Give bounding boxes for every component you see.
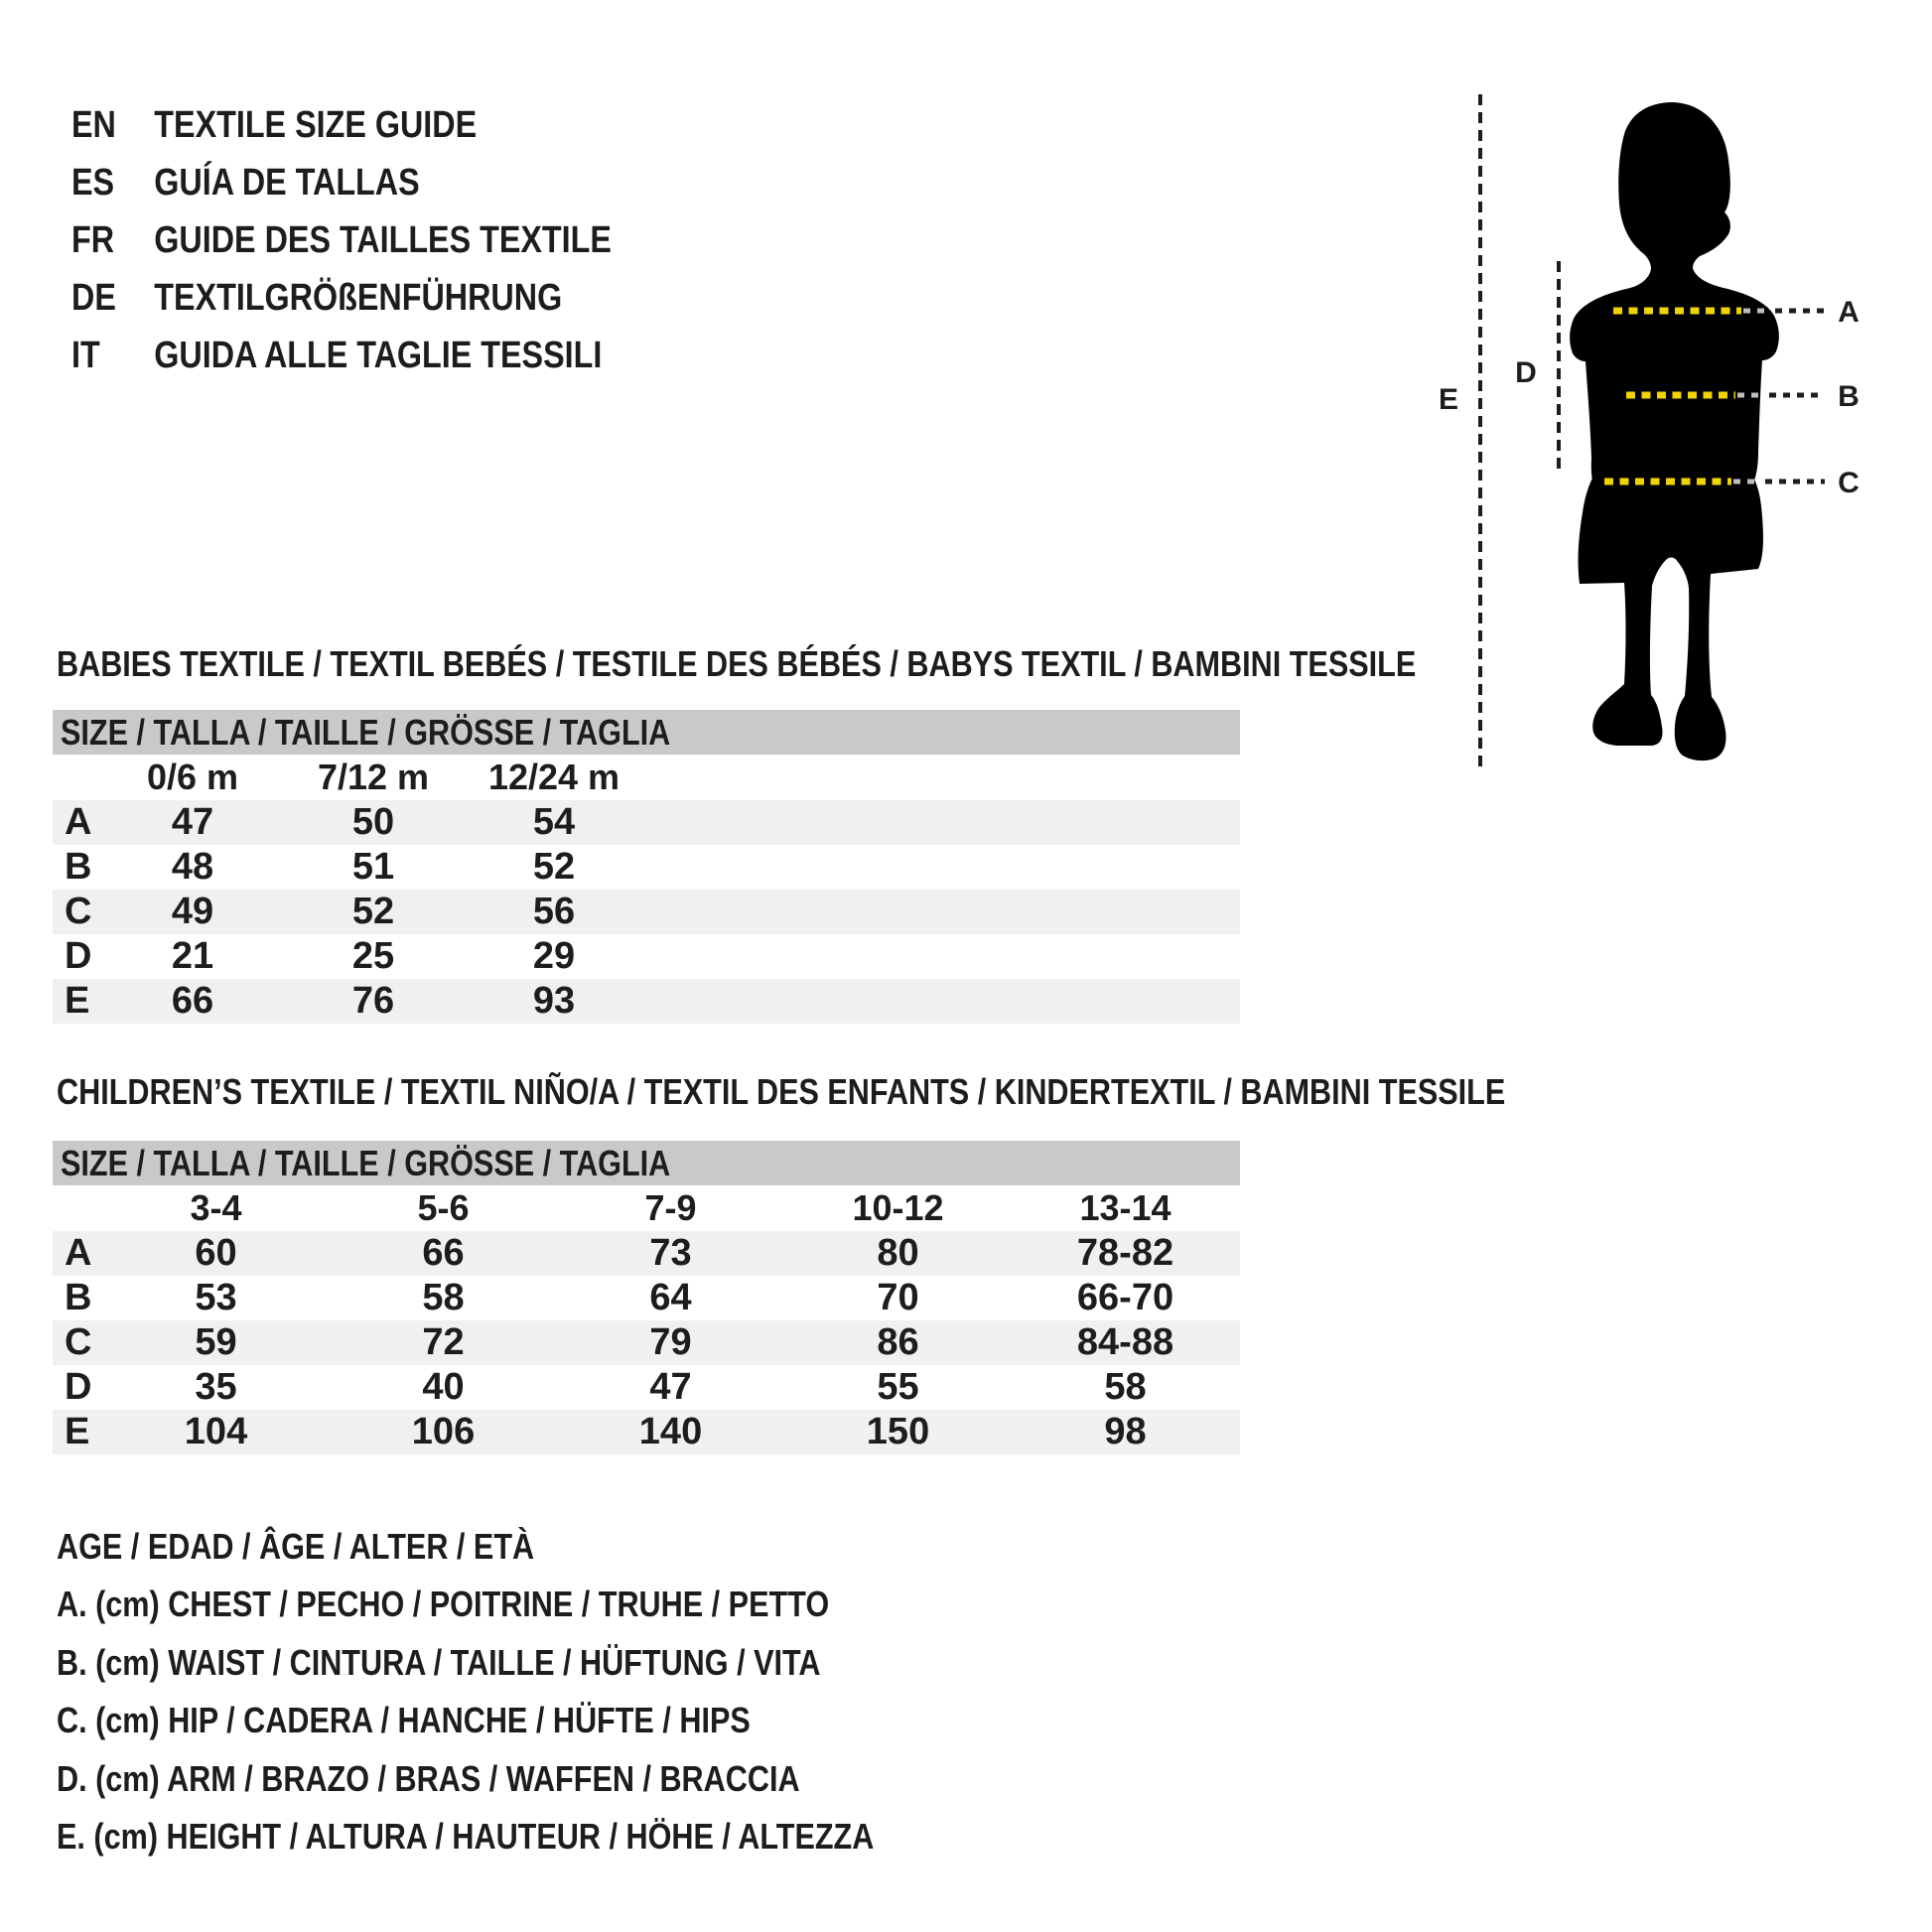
table-row [53,934,1240,979]
table-cell: 52 [351,891,395,932]
language-list [71,96,707,384]
row-label: A [65,801,92,843]
table-cell: 25 [351,935,395,977]
table-cell: 93 [532,980,576,1022]
babies-col-header: 7/12 m [317,757,430,797]
table-cell: 50 [351,801,395,843]
table-cell: 29 [532,935,576,977]
table-row [53,845,1240,890]
table-cell: 78-82 [1076,1232,1174,1274]
table-cell: 53 [195,1277,237,1318]
table-cell: 52 [532,846,576,888]
table-cell: 56 [532,891,576,932]
row-label: B [65,1277,92,1318]
language-title: GUÍA DE TALLAS [154,161,420,204]
babies-section-title: BABIES TEXTILE / TEXTIL BEBÉS / TESTILE DES BÉBÉS / BABYS TEXTIL / BAMBINI TESSILE [57,643,1417,684]
table-row [53,1320,1240,1365]
table-cell: 66 [422,1232,465,1274]
row-label: C [65,1321,92,1363]
children-col-header: 10-12 [852,1187,944,1228]
language-code: IT [71,334,100,376]
table-row [53,1365,1240,1410]
table-cell: 60 [195,1232,237,1274]
table-cell: 51 [351,846,395,888]
language-title: TEXTILGRÖßENFÜHRUNG [154,276,563,319]
row-label: A [65,1232,92,1274]
table-cell: 21 [171,935,214,977]
children-col-header: 3-4 [190,1187,242,1228]
hip-label: C [1838,467,1860,499]
language-row-it [71,327,707,384]
table-cell: 73 [649,1232,692,1274]
table-cell: 140 [638,1411,703,1452]
language-row-de [71,269,707,327]
row-label: D [65,1366,92,1408]
legend-age-line: AGE / EDAD / ÂGE / ALTER / ETÀ [57,1526,535,1567]
language-code: EN [71,103,116,146]
table-row [53,1276,1240,1320]
table-cell: 104 [184,1411,248,1452]
table-row [53,800,1240,845]
language-row-en [71,96,707,154]
row-label: B [65,846,92,888]
language-code: ES [71,161,115,204]
table-cell: 55 [877,1366,919,1408]
language-row-fr [71,211,707,269]
table-row [53,890,1240,934]
table-row [53,1410,1240,1454]
table-cell: 76 [351,980,395,1022]
row-label: E [65,1411,90,1452]
table-cell: 58 [1104,1366,1147,1408]
children-size-table [53,1141,1240,1454]
table-cell: 106 [411,1411,476,1452]
table-cell: 98 [1104,1411,1147,1452]
table-cell: 49 [171,891,214,932]
table-cell: 59 [195,1321,237,1363]
legend-hip-line: C. (cm) HIP / CADERA / HANCHE / HÜFTE / HIPS [57,1700,751,1740]
table-cell: 80 [877,1232,919,1274]
table-cell: 72 [422,1321,465,1363]
language-code: FR [71,218,115,261]
table-cell: 48 [171,846,214,888]
table-cell: 40 [422,1366,465,1408]
row-label: E [65,980,90,1022]
legend-waist-line: B. (cm) WAIST / CINTURA / TAILLE / HÜFTUNG / VITA [57,1642,821,1683]
babies-table-header-bar: SIZE / TALLA / TAILLE / GRÖSSE / TAGLIA [53,710,1240,755]
table-cell: 150 [866,1411,930,1452]
table-row [53,1231,1240,1276]
table-cell: 66 [171,980,214,1022]
babies-table-column-headers [53,755,1240,800]
children-col-header: 7-9 [644,1187,697,1228]
language-row-es [71,154,707,211]
children-col-header: 13-14 [1079,1187,1172,1228]
table-cell: 66-70 [1076,1277,1174,1318]
table-cell: 58 [422,1277,465,1318]
table-cell: 54 [532,801,576,843]
language-title: GUIDE DES TAILLES TEXTILE [154,218,612,261]
legend-chest-line: A. (cm) CHEST / PECHO / POITRINE / TRUHE / PETTO [57,1584,830,1624]
height-label: E [1438,383,1459,416]
children-table-column-headers [53,1185,1240,1231]
language-title: GUIDA ALLE TAGLIE TESSILI [154,334,603,376]
table-cell: 86 [877,1321,919,1363]
waist-label: B [1838,380,1860,413]
table-cell: 79 [649,1321,692,1363]
table-row [53,979,1240,1024]
chest-label: A [1838,296,1860,329]
language-code: DE [71,276,116,319]
table-cell: 35 [195,1366,237,1408]
babies-col-header: 0/6 m [146,757,239,797]
legend-height-line: E. (cm) HEIGHT / ALTURA / HAUTEUR / HÖHE / ALTEZZA [57,1816,875,1857]
babies-size-table [53,710,1240,1024]
language-title: TEXTILE SIZE GUIDE [154,103,478,146]
table-cell: 70 [877,1277,919,1318]
table-cell: 84-88 [1076,1321,1174,1363]
babies-col-header: 12/24 m [487,757,621,797]
table-cell: 47 [171,801,214,843]
children-table-header-bar: SIZE / TALLA / TAILLE / GRÖSSE / TAGLIA [53,1141,1240,1185]
children-section-title: CHILDREN’S TEXTILE / TEXTIL NIÑO/A / TEXTIL DES ENFANTS / KINDERTEXTIL / BAMBINI TESSILE [57,1071,1506,1112]
row-label: C [65,891,92,932]
table-cell: 64 [649,1277,692,1318]
arm-label: D [1515,356,1537,389]
row-label: D [65,935,92,977]
children-col-header: 5-6 [417,1187,470,1228]
legend-arm-line: D. (cm) ARM / BRAZO / BRAS / WAFFEN / BRACCIA [57,1758,800,1799]
table-cell: 47 [649,1366,692,1408]
